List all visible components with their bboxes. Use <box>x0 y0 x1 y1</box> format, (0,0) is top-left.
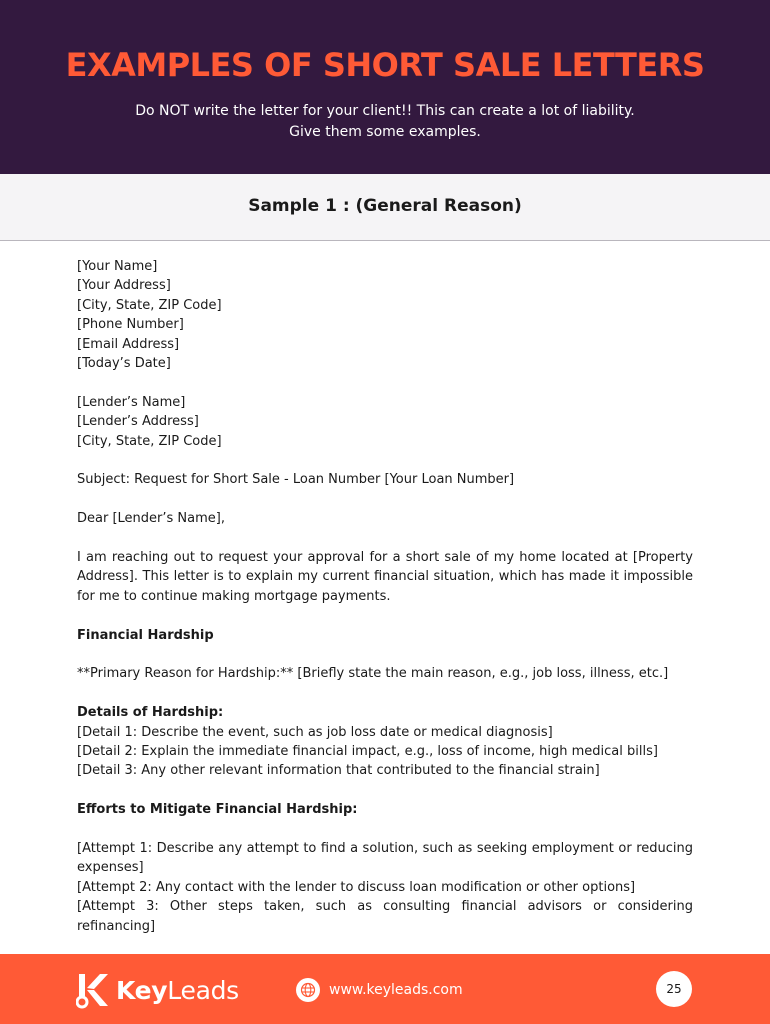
sender-line: [Your Address] <box>77 278 171 294</box>
logo-wordmark: KeyLeads <box>116 975 239 1005</box>
detail-item: [Detail 1: Describe the event, such as job loss date or medical diagnosis] <box>77 724 553 740</box>
letter-body <box>77 257 693 936</box>
detail-item: [Detail 3: Any other relevant information that contributed to the financial strain] <box>77 763 600 779</box>
website-link[interactable] <box>296 978 463 1002</box>
details-heading: Details of Hardship: <box>77 705 224 721</box>
lender-block <box>77 393 693 451</box>
lender-line: [Lender’s Name] <box>77 394 186 410</box>
details-block <box>77 703 693 781</box>
sample-title: Sample 1 : (General Reason) <box>248 196 522 216</box>
intro-paragraph: I am reaching out to request your approval for a short sale of my home located at [Property Address]. This letter is to explain my current financial situation, which has made it impossible for me to continue making mortgage payments. <box>77 550 693 604</box>
sender-line: [Your Name] <box>77 259 158 274</box>
salutation: Dear [Lender’s Name], <box>77 511 225 527</box>
keyleads-logo-icon <box>76 971 110 1009</box>
subtitle-line-1: Do NOT write the letter for your client!! This can create a lot of liability. <box>135 103 635 119</box>
sender-line: [Email Address] <box>77 336 180 352</box>
lender-line: [Lender’s Address] <box>77 414 199 430</box>
page-footer <box>0 954 770 1024</box>
attempt-item: [Attempt 3: Other steps taken, such as consulting financial advisors or considering refinancing] <box>77 899 693 934</box>
page-number: 25 <box>656 971 692 1007</box>
sender-block <box>77 257 693 373</box>
sender-line: [City, State, ZIP Code] <box>77 297 222 313</box>
keyleads-logo <box>76 970 239 1010</box>
attempt-item: [Attempt 2: Any contact with the lender to discuss loan modification or other options] <box>77 879 636 895</box>
page-title: EXAMPLES OF SHORT SALE LETTERS <box>65 46 705 84</box>
website-url[interactable]: www.keyleads.com <box>329 982 463 998</box>
globe-icon <box>296 978 320 1002</box>
sender-line: [Today’s Date] <box>77 356 171 372</box>
subject-line: Subject: Request for Short Sale - Loan Number [Your Loan Number] <box>77 472 515 488</box>
attempt-item: [Attempt 1: Describe any attempt to find a solution, such as seeking employment or reducing expenses] <box>77 841 693 876</box>
subtitle-line-2: Give them some examples. <box>289 124 481 140</box>
lender-line: [City, State, ZIP Code] <box>77 433 222 449</box>
primary-reason: **Primary Reason for Hardship:** [Briefly state the main reason, e.g., job loss, illness, etc.] <box>77 666 669 682</box>
sample-heading-band <box>0 174 770 241</box>
efforts-heading: Efforts to Mitigate Financial Hardship: <box>77 802 358 818</box>
page-subtitle <box>0 101 770 143</box>
page-header <box>0 0 770 174</box>
attempts-block <box>77 839 693 936</box>
sender-line: [Phone Number] <box>77 317 184 333</box>
detail-item: [Detail 2: Explain the immediate financial impact, e.g., loss of income, high medical bills] <box>77 744 658 760</box>
financial-hardship-heading: Financial Hardship <box>77 627 214 643</box>
